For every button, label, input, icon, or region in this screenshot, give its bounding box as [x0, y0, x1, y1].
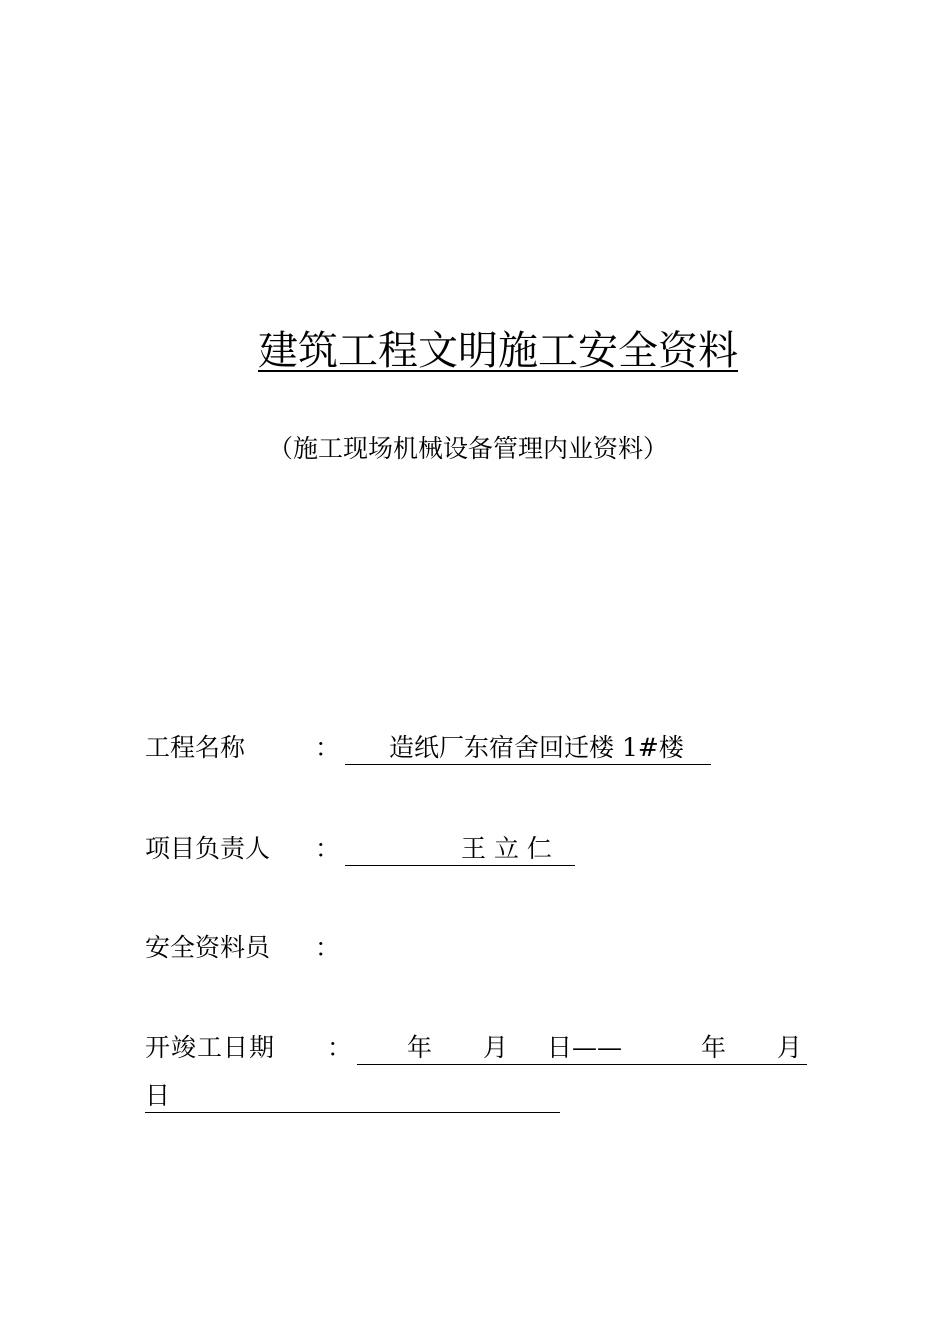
document-title: 建筑工程文明施工安全资料 — [258, 328, 738, 374]
construction-period-continuation — [145, 1080, 565, 1114]
construction-period-colon: ： — [327, 1033, 353, 1062]
construction-period-row — [145, 1032, 815, 1066]
project-manager-underline — [345, 833, 575, 866]
project-name-value: 造纸厂东宿舍回迁楼 1#楼 — [389, 733, 684, 762]
construction-period-underline — [357, 1032, 807, 1065]
start-year-unit: 年 — [407, 1033, 433, 1062]
construction-period-underline-2 — [145, 1080, 560, 1113]
construction-period-label: 开竣工日期 — [145, 1033, 276, 1062]
end-month-unit: 月 — [777, 1033, 803, 1062]
project-manager-value: 王 立 仁 — [461, 834, 552, 863]
safety-clerk-row — [145, 932, 765, 966]
safety-clerk-label: 安全资料员 — [145, 933, 271, 962]
document-subtitle: （施工现场机械设备管理内业资料） — [268, 434, 669, 463]
safety-clerk-colon: ： — [315, 933, 341, 962]
start-month-unit: 月 — [483, 1033, 509, 1062]
project-manager-row — [145, 833, 765, 867]
end-day-unit: 日 — [145, 1081, 171, 1110]
project-name-label: 工程名称 — [145, 733, 246, 762]
start-day-unit: 日—— — [547, 1033, 623, 1062]
project-manager-label: 项目负责人 — [145, 834, 271, 863]
project-name-row — [145, 732, 765, 766]
project-name-underline — [345, 732, 711, 765]
end-year-unit: 年 — [701, 1033, 727, 1062]
project-manager-colon: ： — [315, 834, 341, 863]
project-name-colon: ： — [315, 733, 341, 762]
